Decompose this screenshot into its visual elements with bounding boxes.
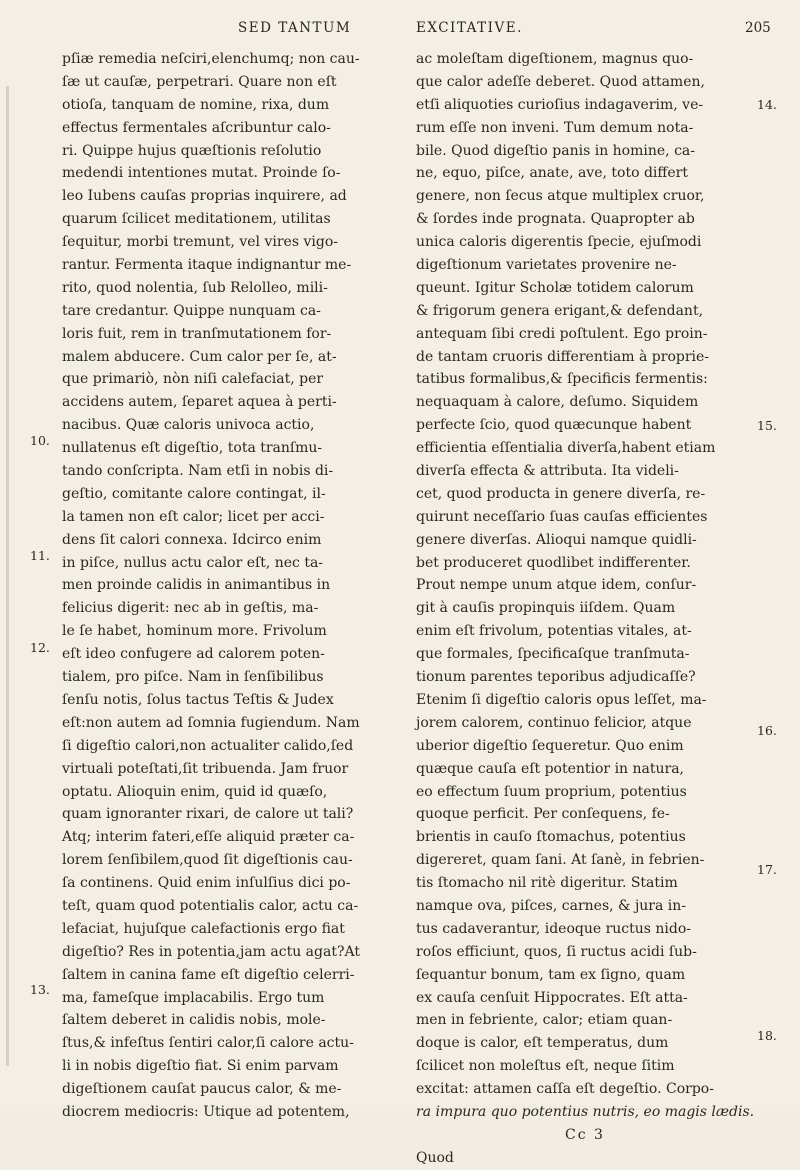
text-line: Atq; interim fateri,eſſe aliquid præter ca- bbox=[62, 829, 355, 846]
text-line: diocrem mediocris: Utique ad potentem, bbox=[62, 1103, 350, 1120]
text-line: ri. Quippe hujus quæſtionis reſolutio bbox=[62, 142, 322, 159]
margin-number: 11. bbox=[30, 548, 50, 563]
text-line: unica caloris digerentis ſpecie, ejuſmodi bbox=[416, 234, 702, 251]
text-line: lorem ſenſibilem,quod ſit digeſtionis cau- bbox=[62, 852, 353, 869]
text-line: doque is calor, eſt temperatus, dum bbox=[416, 1035, 669, 1052]
text-line: Quod bbox=[416, 1149, 454, 1166]
text-line: ſequantur bonum, tam ex ſigno, quam bbox=[416, 966, 686, 983]
text-line: ſaltem deberet in calidis nobis, mole- bbox=[62, 1012, 326, 1029]
text-line: antequam ſibi credi poſtulent. Ego proin- bbox=[416, 325, 708, 342]
text-line: Prout nempe unum atque idem, conſur- bbox=[416, 577, 697, 594]
text-line: queunt. Igitur Scholæ totidem calorum bbox=[416, 279, 694, 296]
text-line: tatibus formalibus,& ſpecificis fermentis: bbox=[416, 371, 708, 388]
text-line: ſaltem in canina fame eſt digeſtio celerri- bbox=[62, 966, 355, 983]
text-line: eſt ideo confugere ad calorem poten- bbox=[62, 646, 325, 663]
text-line: roſos efficiunt, quos, ſi ructus acidi ſub- bbox=[416, 943, 697, 960]
text-line: quirunt neceſſario ſuas cauſas efficientes bbox=[416, 508, 708, 525]
text-line: ex cauſa cenſuit Hippocrates. Eſt atta- bbox=[416, 989, 688, 1006]
text-line: li in nobis digeſtio fiat. Si enim parvam bbox=[62, 1058, 339, 1075]
page-edge-shadow bbox=[6, 86, 9, 1066]
text-line: virtuali poteſtati,ſit tribuenda. Jam fruor bbox=[62, 760, 349, 777]
running-header bbox=[0, 20, 800, 44]
text-line: que calor adeſſe deberet. Quod attamen, bbox=[416, 73, 705, 90]
text-line: ſæ ut cauſæ, perpetrari. Quare non eſt bbox=[62, 73, 337, 90]
text-line: tando conſcripta. Nam etſi in nobis di- bbox=[62, 463, 334, 480]
text-line: eſt:non autem ad ſomnia fugiendum. Nam bbox=[62, 714, 360, 731]
text-line: malem abducere. Cum calor per ſe, at- bbox=[62, 348, 337, 365]
text-line: git à cauſis propinquis iiſdem. Quam bbox=[416, 600, 676, 617]
header-left-title: SED TANTUM bbox=[238, 20, 352, 36]
text-line: tus cadaverantur, ideoque ructus nido- bbox=[416, 920, 692, 937]
text-line: enim eſt frivolum, potentias vitales, at- bbox=[416, 623, 692, 640]
text-line: de tantam cruoris differentiam à proprie- bbox=[416, 348, 710, 365]
text-line: ſa continens. Quid enim inſulſius dici po- bbox=[62, 875, 351, 892]
text-line: que formales, ſpecificaſque tranſmuta- bbox=[416, 646, 690, 663]
text-line: nequaquam à calore, deſumo. Siquidem bbox=[416, 394, 699, 411]
text-line: Etenim ſi digeſtio caloris opus leſſet, ma- bbox=[416, 691, 707, 708]
margin-number: 18. bbox=[757, 1028, 777, 1043]
text-line: ſi digeſtio calori,non actualiter calido,ſed bbox=[62, 737, 354, 754]
text-line: ne, equo, piſce, anate, ave, toto differt bbox=[416, 165, 688, 182]
text-line: tare credantur. Quippe nunquam ca- bbox=[62, 302, 321, 319]
text-line: bile. Quod digeſtio panis in homine, ca- bbox=[416, 142, 695, 159]
page-number: 205 bbox=[745, 20, 771, 36]
text-line: eo effectum ſuum proprium, potentius bbox=[416, 783, 687, 800]
text-line: nullatenus eſt digeſtio, tota tranſmu- bbox=[62, 440, 323, 457]
margin-number: 16. bbox=[757, 723, 777, 738]
text-line: ac moleſtam digeſtionem, magnus quo- bbox=[416, 51, 694, 67]
text-line: ma, fameſque implacabilis. Ergo tum bbox=[62, 989, 325, 1006]
text-line: perfecte ſcio, quod quæcunque habent bbox=[416, 417, 692, 434]
header-right-title: EXCITATIVE. bbox=[416, 20, 523, 36]
text-line: Cc 3 bbox=[565, 1126, 605, 1143]
margin-number: 10. bbox=[30, 433, 50, 448]
text-line: namque ova, piſces, carnes, & jura in- bbox=[416, 897, 687, 914]
text-line: quoque perficit. Per conſequens, fe- bbox=[416, 806, 670, 823]
text-line: digeſtionem cauſat paucus calor, & me- bbox=[62, 1081, 342, 1098]
text-line: efficientia eſſentialia diverſa,habent etiam bbox=[416, 440, 716, 457]
text-line: optatu. Alioquin enim, quid id quæſo, bbox=[62, 783, 328, 800]
text-line: medendi intentiones mutat. Proinde ſo- bbox=[62, 165, 341, 182]
text-line: & frigorum genera erigant,& defendant, bbox=[416, 302, 704, 319]
text-line: excitat: attamen caſſa eſt degeſtio. Corpo- bbox=[416, 1081, 714, 1098]
text-line: felicius digerit: nec ab in geſtis, ma- bbox=[62, 600, 319, 617]
right-text-column bbox=[416, 48, 754, 1170]
text-line: men in febriente, calor; etiam quan- bbox=[416, 1012, 673, 1029]
margin-number: 15. bbox=[757, 418, 777, 433]
text-line: in piſce, nullus actu calor eſt, nec ta- bbox=[62, 554, 324, 571]
text-line: quam ignoranter rixari, de calore ut tali? bbox=[62, 806, 354, 823]
text-line: teſt, quam quod potentialis calor, actu ca- bbox=[62, 897, 359, 914]
text-line: & ſordes inde prognata. Quapropter ab bbox=[416, 211, 695, 228]
text-line: diverſa effecta & attributa. Ita videli- bbox=[416, 463, 679, 480]
text-line: cet, quod producta in genere diverſa, re- bbox=[416, 485, 706, 502]
text-line: dens ſit calori connexa. Idcirco enim bbox=[62, 531, 322, 548]
text-line: pſiæ remedia neſciri,elenchumq; non cau- bbox=[62, 51, 360, 67]
text-line: que primariò, nòn niſi calefaciat, per bbox=[62, 371, 324, 388]
text-line: brientis in cauſo ſtomachus, potentius bbox=[416, 829, 686, 846]
text-line: nacibus. Quæ caloris univoca actio, bbox=[62, 417, 315, 434]
margin-number: 12. bbox=[30, 640, 50, 655]
text-line: quæque cauſa eſt potentior in natura, bbox=[416, 760, 685, 777]
text-line: quarum ſcilicet meditationem, utilitas bbox=[62, 211, 331, 228]
text-line: lefaciat, hujuſque calefactionis ergo fiat bbox=[62, 920, 345, 937]
text-line: ſenſu notis, ſolus tactus Teſtis & Judex bbox=[62, 691, 334, 708]
left-text-column bbox=[62, 48, 400, 1124]
text-line: genere diverſas. Alioqui namque quidli- bbox=[416, 531, 697, 548]
text-line: rum eſſe non inveni. Tum demum nota- bbox=[416, 119, 694, 136]
text-line: men proinde calidis in animantibus in bbox=[62, 577, 331, 594]
text-line: otioſa, tanquam de nomine, rixa, dum bbox=[62, 96, 330, 113]
margin-number: 17. bbox=[757, 862, 777, 877]
text-line: uberior digeſtio ſequeretur. Quo enim bbox=[416, 737, 684, 754]
text-line: la tamen non eſt calor; licet per acci- bbox=[62, 508, 325, 525]
text-line: genere, non ſecus atque multiplex cruor, bbox=[416, 188, 705, 205]
text-line: effectus fermentales aſcribuntur calo- bbox=[62, 119, 331, 136]
text-line: ſcilicet non moleſtus eſt, neque ſitim bbox=[416, 1058, 675, 1075]
text-line: loris fuit, rem in tranſmutationem for- bbox=[62, 325, 332, 342]
text-line: accidens autem, ſeparet aquea à perti- bbox=[62, 394, 337, 411]
text-line: le ſe habet, hominum more. Frivolum bbox=[62, 623, 327, 640]
text-line: digeſtionum varietates provenire ne- bbox=[416, 257, 677, 274]
text-line: ra impura quo potentius nutris, eo magis lædis. bbox=[416, 1103, 755, 1120]
text-line: digereret, quam ſani. At ſanè, in febrien- bbox=[416, 852, 705, 869]
text-line: leo Iubens cauſas proprias inquirere, ad bbox=[62, 188, 347, 205]
text-line: geſtio, comitante calore contingat, il- bbox=[62, 485, 326, 502]
text-line: rantur. Fermenta itaque indignantur me- bbox=[62, 257, 352, 274]
margin-number: 13. bbox=[30, 982, 50, 997]
text-line: tionum parentes teporibus adjudicaſſe? bbox=[416, 669, 696, 686]
text-line: digeſtio? Res in potentia,jam actu agat?At bbox=[62, 943, 360, 960]
text-line: ſtus,& infeſtus ſentiri calor,ſi calore actu- bbox=[62, 1035, 354, 1052]
text-line: tis ſtomacho nil ritè digeritur. Statim bbox=[416, 875, 678, 892]
text-line: tialem, pro piſce. Nam in ſenſibilibus bbox=[62, 669, 324, 686]
text-line: etſi aliquoties curioſius indagaverim, ve- bbox=[416, 96, 704, 113]
text-line: ſequitur, morbi tremunt, vel vires vigo- bbox=[62, 234, 338, 251]
text-line: rito, quod nolentia, ſub Relolleo, mili- bbox=[62, 279, 328, 296]
margin-number: 14. bbox=[757, 97, 777, 112]
text-line: bet produceret quodlibet indifferenter. bbox=[416, 554, 691, 571]
text-line: jorem calorem, continuo felicior, atque bbox=[416, 714, 692, 731]
